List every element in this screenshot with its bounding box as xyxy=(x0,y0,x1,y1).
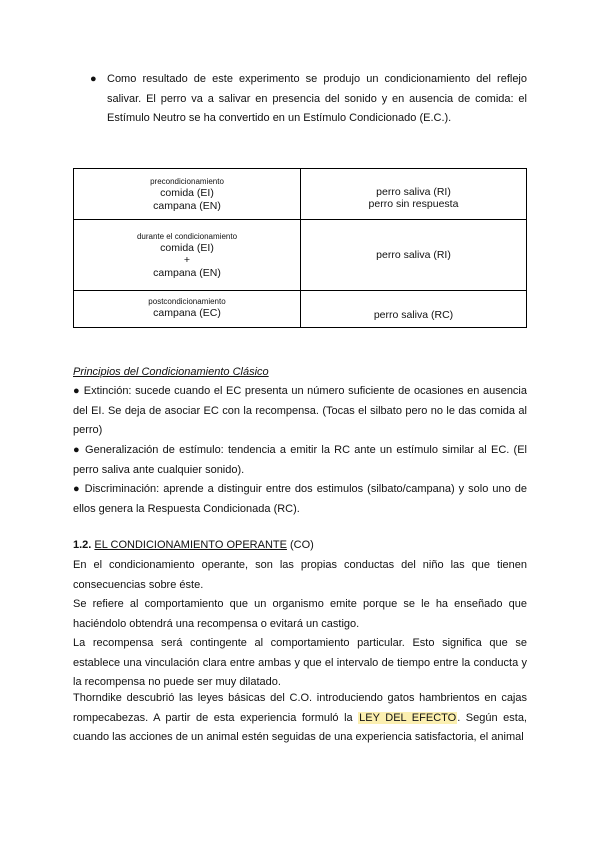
highlighted-term: LEY DEL EFECTO xyxy=(359,711,457,724)
body-paragraph: La recompensa será contingente al comportamiento particular. Esto significa que se establece una vinculación clara entre ambas y que el intervalo de tiempo entre la conducta y la recompensa no puede ser muy dilatado. xyxy=(73,637,527,689)
body-paragraph: Se refiere al comportamiento que un organismo emite porque se le ha enseñado que haciéndolo obtendrá una recompensa o evitará un castigo. xyxy=(73,598,527,630)
response-cell xyxy=(301,291,527,328)
table-row xyxy=(74,220,527,291)
response-line: perro sin respuesta xyxy=(368,198,459,210)
section-number: 1.2. xyxy=(73,539,92,551)
body-paragraph: En el condicionamiento operante, son las propias conductas del niño las que tienen consecuencias sobre éste. xyxy=(73,559,527,591)
bullet-marker: ● xyxy=(90,73,97,85)
table-row xyxy=(74,291,527,328)
stimulus-line: campana (EN) xyxy=(153,199,221,212)
stimulus-line: comida (EI) xyxy=(160,187,214,199)
bullet-paragraph: Como resultado de este experimento se produjo un condicionamiento del reflejo salivar. El perro va a salivar en presencia del sonido y en ausencia de comida: el Estímulo Neutro se ha convertido en un Estímulo Condicionado (E.C.). xyxy=(107,73,527,125)
body-paragraph xyxy=(73,689,527,748)
stimulus-cell xyxy=(74,291,301,328)
text-run: Thorndike descubrió las leyes básicas del C.O. introduciendo gatos hambrientos en cajas rompecabezas. A partir de esta experiencia formuló la xyxy=(73,692,527,724)
text-run: . Según esta, cuando las acciones de un animal estén seguidas de una experiencia satisfactoria, el animal xyxy=(73,711,527,744)
response-cell xyxy=(301,220,527,291)
stimulus-line: + xyxy=(183,254,191,267)
response-cell xyxy=(301,169,527,220)
response-line: perro saliva (RC) xyxy=(373,308,454,321)
conditioning-table xyxy=(73,168,527,328)
stimulus-line: comida (EI) xyxy=(160,241,214,254)
section-suffix: (CO) xyxy=(290,539,314,551)
phase-label: precondicionamiento xyxy=(150,177,224,186)
stimulus-cell xyxy=(74,169,301,220)
phase-label: postcondicionamiento xyxy=(148,297,226,306)
stimulus-line: campana (EC) xyxy=(153,307,221,319)
phase-label: durante el condicionamiento xyxy=(136,231,238,241)
response-line: perro saliva (RI) xyxy=(376,185,451,198)
section-heading xyxy=(73,537,314,553)
response-line: perro saliva (RI) xyxy=(376,248,451,261)
principle-item: ● Discriminación: aprende a distinguir entre dos estimulos (silbato/campana) y solo uno de ellos genera la Respuesta Condicionada (RC). xyxy=(73,483,527,515)
principles-title: Principios del Condicionamiento Clásico xyxy=(73,366,269,378)
table-row xyxy=(74,169,527,220)
stimulus-line: campana (EN) xyxy=(153,266,221,279)
principle-item: ● Extinción: sucede cuando el EC presenta un número suficiente de ocasiones en ausencia del EI. Se deja de asociar EC con la recompensa. (Tocas el silbato pero no le das comida al perro) xyxy=(73,385,527,437)
principle-item: ● Generalización de estímulo: tendencia a emitir la RC ante un estímulo similar al EC. (El perro saliva ante cualquier sonido). xyxy=(73,444,527,476)
section-title: EL CONDICIONAMIENTO OPERANTE xyxy=(94,539,287,551)
stimulus-cell xyxy=(74,220,301,291)
